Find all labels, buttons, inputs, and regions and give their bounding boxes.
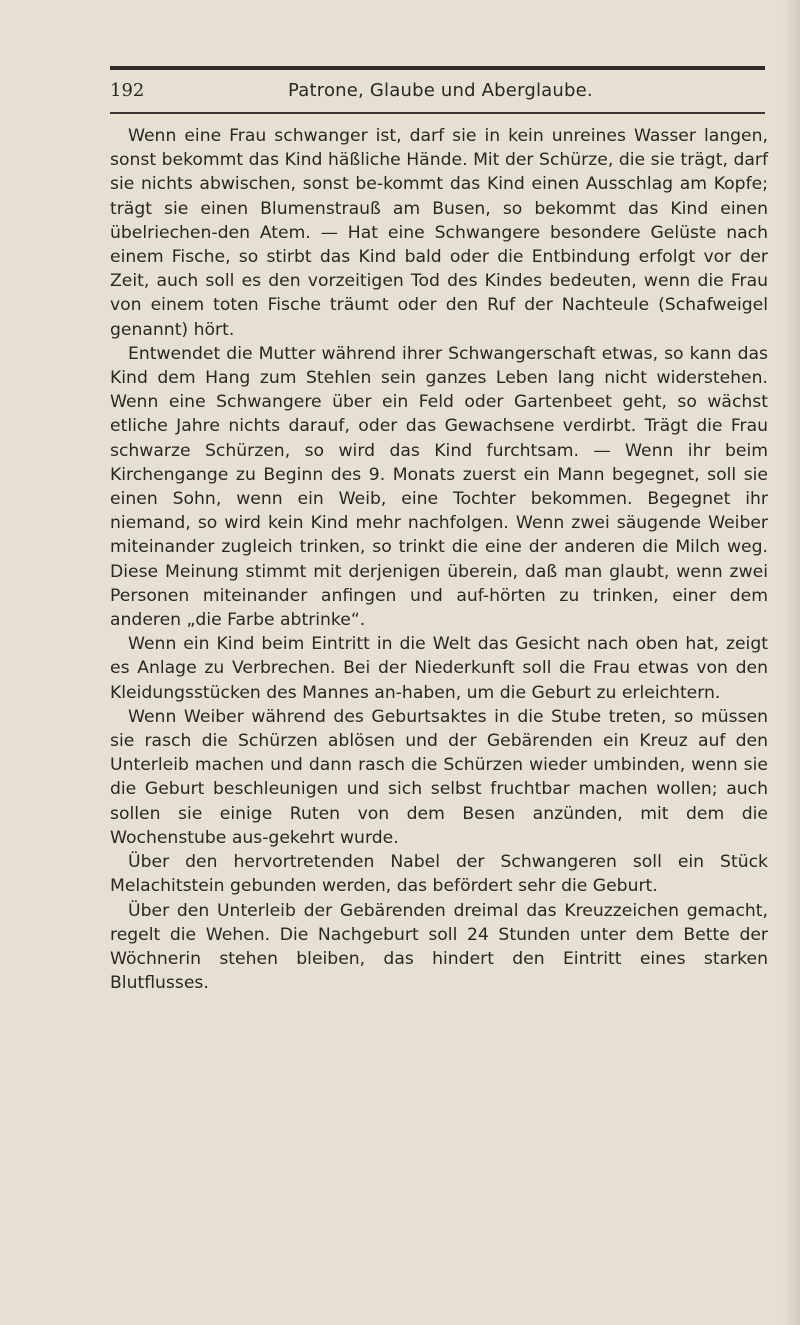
paragraph: Wenn eine Frau schwanger ist, darf sie in kein unreines Wasser langen, sonst bekommt das Kind häßliche Hände. Mit der Schürze, die sie trägt, darf sie nichts abwischen, sonst be-kommt das Kind einen Ausschlag am Kopfe; trägt sie einen Blumenstrauß am Busen, so bekommt das Kind einen übelriechen-den Atem. — Hat eine Schwangere besondere Gelüste nach einem Fische, so stirbt das Kind bald oder die Entbindung erfolgt vor der Zeit, auch soll es den vorzeitigen Tod des Kindes bedeuten, wenn die Frau von einem toten Fische träumt oder den Ruf der Nachteule (Schafweigel genannt) hört. (110, 126, 768, 340)
header-rule (110, 112, 765, 114)
paragraph: Über den Unterleib der Gebärenden dreimal das Kreuzzeichen gemacht, regelt die Wehen. Die Nachgeburt soll 24 Stunden unter dem Bette der Wöchnerin stehen bleiben, das hindert den Eintritt eines starken Blutflusses. (110, 900, 768, 994)
top-rule (110, 66, 765, 70)
page-edge-shadow (782, 0, 800, 1325)
paragraph: Wenn Weiber während des Geburtsaktes in die Stube treten, so müssen sie rasch die Schürzen ablösen und der Gebärenden ein Kreuz auf den Unterleib machen und dann rasch die Schürzen wieder umbinden, wenn sie die Geburt beschleunigen und sich selbst fruchtbar machen wollen; auch sollen sie einige Ruten von dem Besen anzünden, mit dem die Wochenstube aus-gekehrt wurde. (110, 706, 768, 848)
body-text (110, 124, 768, 995)
paragraph: Über den hervortretenden Nabel der Schwangeren soll ein Stück Melachitstein gebunden werden, das befördert sehr die Geburt. (110, 852, 768, 897)
paragraph: Wenn ein Kind beim Eintritt in die Welt das Gesicht nach oben hat, zeigt es Anlage zu Verbrechen. Bei der Niederkunft soll die Frau etwas von den Kleidungsstücken des Mannes an-haben, um die Geburt zu erleichtern. (110, 634, 768, 703)
page-header (110, 80, 765, 108)
paragraph: Entwendet die Mutter während ihrer Schwangerschaft etwas, so kann das Kind dem Hang zum Stehlen sein ganzes Leben lang nicht widerstehen. Wenn eine Schwangere über ein Feld oder Gartenbeet geht, so wächst etliche Jahre nichts darauf, oder das Gewachsene verdirbt. Trägt die Frau schwarze Schürzen, so wird das Kind furchtsam. — Wenn ihr beim Kirchengange zu Beginn des 9. Monats zuerst ein Mann begegnet, soll sie einen Sohn, wenn ein Weib, eine Tochter bekommen. Begegnet ihr niemand, so wird kein Kind mehr nachfolgen. Wenn zwei säugende Weiber miteinander zugleich trinken, so trinkt die eine der anderen die Milch weg. Diese Meinung stimmt mit derjenigen überein, daß man glaubt, wenn zwei Personen miteinander anfingen und auf-hörten zu trinken, einer dem anderen „die Farbe abtrinke“. (110, 343, 768, 631)
running-title: Patrone, Glaube und Aberglaube. (288, 80, 593, 101)
page-number: 192 (110, 80, 145, 101)
